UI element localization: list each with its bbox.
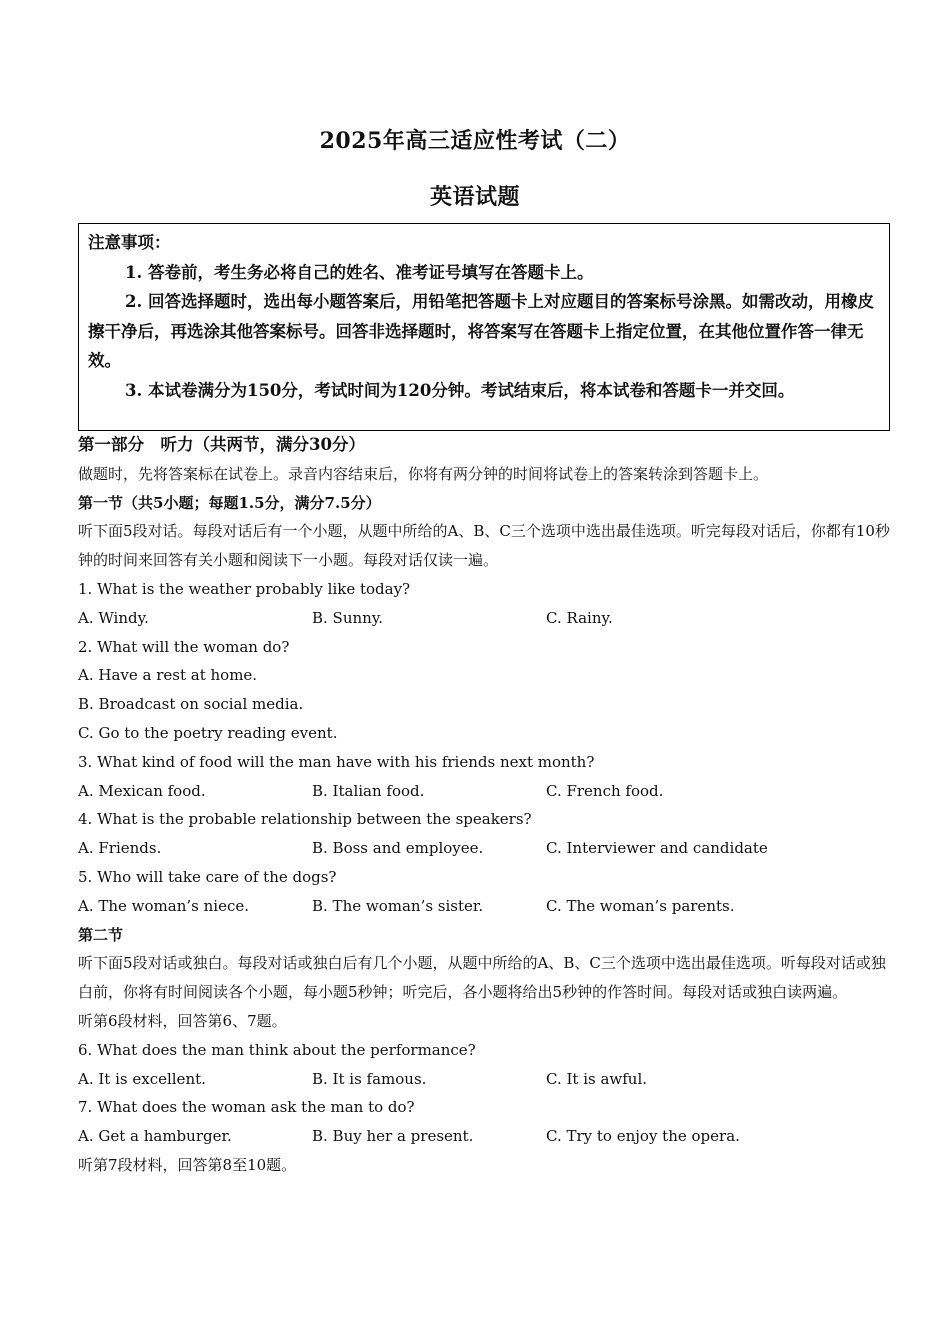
option-c: C. French food. [546, 781, 664, 800]
option-a: A. Windy. [78, 608, 149, 627]
section2-heading: 第二节 [78, 925, 124, 944]
material-7-note: 听第7段材料，回答第8至10题。 [78, 1155, 297, 1174]
option-b: B. The woman’s sister. [312, 896, 484, 915]
option-a: A. The woman’s niece. [78, 896, 249, 915]
question-5-stem: 5. Who will take care of the dogs? [78, 867, 337, 886]
option-c: C. It is awful. [546, 1069, 648, 1088]
part1-instruction: 做题时，先将答案标在试卷上。录音内容结束后，你将有两分钟的时间将试卷上的答案转涂到答题卡上。 [78, 464, 769, 483]
option-c: C. The woman’s parents. [546, 896, 735, 915]
option-c: C. Interviewer and candidate [546, 839, 768, 858]
question-1-stem: 1. What is the weather probably like today? [78, 579, 411, 598]
question-7-options [78, 1122, 890, 1151]
question-4-stem: 4. What is the probable relationship between the speakers? [78, 810, 532, 829]
option-a: A. It is excellent. [78, 1069, 206, 1088]
exam-title: 2025年高三适应性考试（二） [319, 128, 631, 154]
option-c: C. Go to the poetry reading event. [78, 723, 338, 742]
question-6-stem: 6. What does the man think about the performance? [78, 1040, 476, 1059]
exam-content [78, 431, 890, 1180]
option-b: B. It is famous. [312, 1069, 427, 1088]
question-3-options [78, 777, 890, 806]
option-c: C. Try to enjoy the opera. [546, 1127, 740, 1146]
option-b: B. Sunny. [312, 608, 384, 627]
option-a: A. Friends. [78, 839, 162, 858]
question-7-stem: 7. What does the woman ask the man to do? [78, 1098, 415, 1117]
notice-item-1: 1. 答卷前，考生务必将自己的姓名、准考证号填写在答题卡上。 [125, 262, 594, 282]
notice-heading: 注意事项： [88, 233, 171, 252]
question-3-stem: 3. What kind of food will the man have with his friends next month? [78, 752, 595, 771]
option-b: B. Italian food. [312, 781, 425, 800]
option-c: C. Rainy. [546, 608, 613, 627]
question-6-options [78, 1065, 890, 1094]
option-a: A. Mexican food. [78, 781, 206, 800]
question-2-stem: 2. What will the woman do? [78, 637, 290, 656]
option-b: B. Boss and employee. [312, 839, 484, 858]
part1-heading: 第一部分 听力（共两节，满分30分） [78, 435, 365, 454]
notice-item-3: 3. 本试卷满分为150分，考试时间为120分钟。考试结束后，将本试卷和答题卡一并交回。 [125, 380, 795, 400]
question-4-options [78, 834, 890, 863]
notice-item-2: 2. 回答选择题时，选出每小题答案后，用铅笔把答题卡上对应题目的答案标号涂黑。如需改动，用橡皮擦干净后，再选涂其他答案标号。回答非选择题时，将答案写在答题卡上指定位置，在其他位置作答一律无效。 [88, 292, 874, 370]
option-a: A. Get a hamburger. [78, 1127, 232, 1146]
question-1-options [78, 604, 890, 633]
section2-instruction: 听下面5段对话或独白。每段对话或独白后有几个小题，从题中所给的A、B、C三个选项中选出最佳选项。听每段对话或独白前，你将有时间阅读各个小题，每小题5秒钟；听完后，各小题将给出5秒钟的作答时间。每段对话或独白读两遍。 [78, 954, 886, 1002]
notice-box [78, 223, 890, 431]
option-b: B. Buy her a present. [312, 1127, 474, 1146]
option-b: B. Broadcast on social media. [78, 695, 304, 714]
exam-subtitle: 英语试题 [429, 184, 520, 210]
material-6-note: 听第6段材料，回答第6、7题。 [78, 1011, 287, 1030]
section1-heading: 第一节（共5小题；每题1.5分，满分7.5分） [78, 493, 381, 512]
question-5-options [78, 892, 890, 921]
option-a: A. Have a rest at home. [78, 666, 258, 685]
section1-instruction: 听下面5段对话。每段对话后有一个小题，从题中所给的A、B、C三个选项中选出最佳选项。听完每段对话后，你都有10秒钟的时间来回答有关小题和阅读下一小题。每段对话仅读一遍。 [78, 522, 890, 570]
